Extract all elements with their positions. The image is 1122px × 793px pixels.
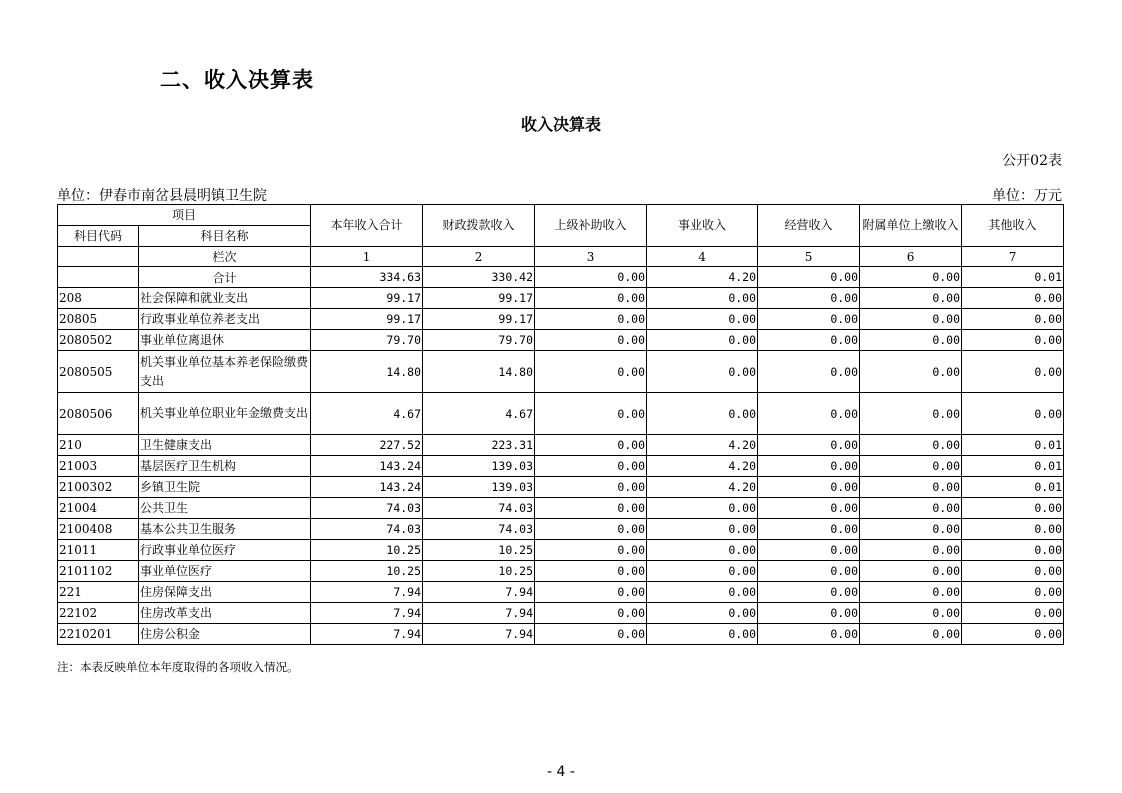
total-value: 4.20 — [647, 267, 758, 288]
amount-cell: 7.94 — [423, 603, 535, 624]
amount-cell: 0.00 — [535, 393, 647, 435]
amount-cell: 0.01 — [962, 477, 1064, 498]
amount-cell: 0.00 — [962, 288, 1064, 309]
amount-cell: 99.17 — [311, 288, 423, 309]
amount-cell: 74.03 — [423, 519, 535, 540]
amount-cell: 7.94 — [423, 624, 535, 645]
reporting-unit: 单位：伊春市南岔县晨明镇卫生院 — [57, 188, 267, 204]
amount-cell: 0.00 — [535, 435, 647, 456]
column-number: 6 — [860, 247, 962, 267]
header-name: 科目名称 — [139, 226, 311, 247]
amount-cell: 0.00 — [535, 540, 647, 561]
amount-cell: 0.00 — [535, 561, 647, 582]
section-title: 二、收入决算表 — [160, 68, 314, 92]
amount-cell: 0.00 — [647, 603, 758, 624]
amount-cell: 0.00 — [860, 561, 962, 582]
amount-cell: 74.03 — [311, 498, 423, 519]
amount-cell: 4.20 — [647, 477, 758, 498]
column-number: 3 — [535, 247, 647, 267]
subject-name: 住房公积金 — [139, 624, 311, 645]
amount-cell: 0.00 — [860, 477, 962, 498]
amount-cell: 7.94 — [311, 603, 423, 624]
amount-cell: 0.00 — [860, 498, 962, 519]
amount-cell: 0.00 — [962, 624, 1064, 645]
subject-code: 2210201 — [58, 624, 139, 645]
amount-cell: 0.00 — [535, 330, 647, 351]
amount-cell: 99.17 — [423, 309, 535, 330]
amount-cell: 0.00 — [860, 456, 962, 477]
amount-cell: 227.52 — [311, 435, 423, 456]
amount-cell: 4.67 — [311, 393, 423, 435]
column-number: 5 — [758, 247, 860, 267]
amount-cell: 0.00 — [860, 309, 962, 330]
page-number: - 4 - — [547, 764, 575, 780]
amount-cell: 0.00 — [860, 393, 962, 435]
amount-cell: 0.00 — [758, 288, 860, 309]
amount-cell: 10.25 — [423, 540, 535, 561]
amount-cell: 0.01 — [962, 435, 1064, 456]
amount-cell: 79.70 — [311, 330, 423, 351]
subject-name: 行政事业单位养老支出 — [139, 309, 311, 330]
amount-cell: 0.00 — [860, 582, 962, 603]
amount-cell: 99.17 — [311, 309, 423, 330]
amount-cell: 139.03 — [423, 477, 535, 498]
amount-cell: 79.70 — [423, 330, 535, 351]
amount-cell: 0.00 — [758, 435, 860, 456]
table-row — [58, 393, 1064, 435]
table-row — [58, 477, 1064, 498]
amount-cell: 0.00 — [758, 477, 860, 498]
amount-cell: 0.00 — [535, 498, 647, 519]
amount-cell: 0.00 — [647, 519, 758, 540]
amount-cell: 0.00 — [962, 330, 1064, 351]
amount-cell: 0.00 — [647, 351, 758, 393]
subject-name: 住房保障支出 — [139, 582, 311, 603]
amount-cell: 4.67 — [423, 393, 535, 435]
amount-cell: 0.00 — [647, 561, 758, 582]
subject-code: 2101102 — [58, 561, 139, 582]
header-col-2: 财政拨款收入 — [423, 205, 535, 247]
amount-cell: 0.00 — [758, 582, 860, 603]
table-row — [58, 309, 1064, 330]
total-value: 334.63 — [311, 267, 423, 288]
subject-code: 2100408 — [58, 519, 139, 540]
amount-cell: 223.31 — [423, 435, 535, 456]
total-label: 合计 — [139, 267, 311, 288]
amount-cell: 0.00 — [758, 540, 860, 561]
total-value: 0.00 — [758, 267, 860, 288]
amount-cell: 0.00 — [535, 309, 647, 330]
amount-cell: 0.00 — [860, 624, 962, 645]
amount-cell: 0.00 — [647, 288, 758, 309]
header-code: 科目代码 — [58, 226, 139, 247]
amount-cell: 0.00 — [647, 498, 758, 519]
subject-code: 221 — [58, 582, 139, 603]
amount-cell: 0.00 — [860, 435, 962, 456]
total-row — [58, 267, 1064, 288]
subject-name: 公共卫生 — [139, 498, 311, 519]
amount-cell: 0.00 — [860, 351, 962, 393]
subject-name: 机关事业单位职业年金缴费支出 — [139, 393, 311, 435]
amount-cell: 139.03 — [423, 456, 535, 477]
table-row — [58, 561, 1064, 582]
subject-code: 2080502 — [58, 330, 139, 351]
amount-cell: 0.00 — [758, 393, 860, 435]
column-number: 1 — [311, 247, 423, 267]
amount-cell: 10.25 — [311, 561, 423, 582]
amount-cell: 0.00 — [535, 477, 647, 498]
table-row — [58, 288, 1064, 309]
table-title: 收入决算表 — [520, 115, 601, 134]
subject-code: 210 — [58, 435, 139, 456]
amount-cell: 0.00 — [535, 519, 647, 540]
subject-name: 住房改革支出 — [139, 603, 311, 624]
amount-cell: 0.00 — [647, 540, 758, 561]
subject-code: 208 — [58, 288, 139, 309]
row-label: 栏次 — [139, 247, 311, 267]
amount-cell: 0.00 — [647, 624, 758, 645]
amount-cell: 0.00 — [962, 582, 1064, 603]
column-number-row — [58, 247, 1064, 267]
amount-cell: 0.00 — [535, 456, 647, 477]
currency-unit: 单位：万元 — [992, 188, 1062, 204]
table-row — [58, 603, 1064, 624]
amount-cell: 0.00 — [758, 519, 860, 540]
amount-cell: 0.00 — [535, 351, 647, 393]
header-item: 项目 — [58, 205, 311, 226]
header-col-1: 本年收入合计 — [311, 205, 423, 247]
table-row — [58, 582, 1064, 603]
column-number: 2 — [423, 247, 535, 267]
amount-cell: 4.20 — [647, 435, 758, 456]
amount-cell: 99.17 — [423, 288, 535, 309]
amount-cell: 0.00 — [647, 309, 758, 330]
amount-cell: 7.94 — [311, 582, 423, 603]
subject-code: 20805 — [58, 309, 139, 330]
amount-cell: 0.00 — [758, 624, 860, 645]
amount-cell: 0.00 — [860, 519, 962, 540]
amount-cell: 74.03 — [311, 519, 423, 540]
amount-cell: 0.00 — [535, 582, 647, 603]
subject-name: 卫生健康支出 — [139, 435, 311, 456]
total-value: 0.01 — [962, 267, 1064, 288]
table-row — [58, 330, 1064, 351]
table-row — [58, 540, 1064, 561]
table-row — [58, 435, 1064, 456]
amount-cell: 143.24 — [311, 456, 423, 477]
subject-name: 事业单位离退休 — [139, 330, 311, 351]
subject-code: 2100302 — [58, 477, 139, 498]
header-col-7: 其他收入 — [962, 205, 1064, 247]
header-col-6: 附属单位上缴收入 — [860, 205, 962, 247]
subject-code: 2080506 — [58, 393, 139, 435]
amount-cell: 0.00 — [860, 330, 962, 351]
amount-cell: 0.00 — [860, 603, 962, 624]
subject-code: 22102 — [58, 603, 139, 624]
amount-cell: 0.00 — [962, 540, 1064, 561]
amount-cell: 143.24 — [311, 477, 423, 498]
subject-name: 机关事业单位基本养老保险缴费支出 — [139, 351, 311, 393]
amount-cell: 10.25 — [311, 540, 423, 561]
total-value: 330.42 — [423, 267, 535, 288]
amount-cell: 0.00 — [535, 288, 647, 309]
amount-cell: 0.00 — [758, 498, 860, 519]
amount-cell: 4.20 — [647, 456, 758, 477]
amount-cell: 7.94 — [423, 582, 535, 603]
subject-code: 2080505 — [58, 351, 139, 393]
amount-cell: 0.00 — [962, 519, 1064, 540]
subject-code: 21011 — [58, 540, 139, 561]
table-row — [58, 624, 1064, 645]
form-code: 公开02表 — [1002, 153, 1062, 169]
table-row — [58, 519, 1064, 540]
amount-cell: 0.00 — [535, 624, 647, 645]
subject-name: 事业单位医疗 — [139, 561, 311, 582]
amount-cell: 0.00 — [758, 309, 860, 330]
amount-cell: 0.00 — [962, 351, 1064, 393]
amount-cell: 14.80 — [311, 351, 423, 393]
amount-cell: 0.00 — [962, 498, 1064, 519]
amount-cell: 0.00 — [647, 582, 758, 603]
table-row — [58, 456, 1064, 477]
amount-cell: 0.00 — [535, 603, 647, 624]
amount-cell: 0.00 — [758, 561, 860, 582]
amount-cell: 0.00 — [860, 540, 962, 561]
amount-cell: 14.80 — [423, 351, 535, 393]
subject-code: 21003 — [58, 456, 139, 477]
amount-cell: 0.00 — [647, 330, 758, 351]
amount-cell: 0.00 — [758, 603, 860, 624]
income-table — [57, 204, 1064, 645]
table-row — [58, 498, 1064, 519]
amount-cell: 0.00 — [758, 456, 860, 477]
table-note: 注：本表反映单位本年度取得的各项收入情况。 — [57, 660, 299, 674]
subject-name: 基层医疗卫生机构 — [139, 456, 311, 477]
amount-cell: 0.00 — [647, 393, 758, 435]
column-number: 7 — [962, 247, 1064, 267]
subject-name: 行政事业单位医疗 — [139, 540, 311, 561]
amount-cell: 0.00 — [758, 351, 860, 393]
subject-code: 21004 — [58, 498, 139, 519]
amount-cell: 0.01 — [962, 456, 1064, 477]
amount-cell: 7.94 — [311, 624, 423, 645]
subject-name: 社会保障和就业支出 — [139, 288, 311, 309]
total-value: 0.00 — [535, 267, 647, 288]
amount-cell: 0.00 — [962, 393, 1064, 435]
column-number: 4 — [647, 247, 758, 267]
total-value: 0.00 — [860, 267, 962, 288]
header-col-4: 事业收入 — [647, 205, 758, 247]
amount-cell: 0.00 — [758, 330, 860, 351]
amount-cell: 0.00 — [962, 603, 1064, 624]
subject-name: 乡镇卫生院 — [139, 477, 311, 498]
subject-name: 基本公共卫生服务 — [139, 519, 311, 540]
table-row — [58, 351, 1064, 393]
amount-cell: 0.00 — [962, 561, 1064, 582]
header-col-3: 上级补助收入 — [535, 205, 647, 247]
amount-cell: 74.03 — [423, 498, 535, 519]
amount-cell: 0.00 — [962, 309, 1064, 330]
amount-cell: 0.00 — [860, 288, 962, 309]
amount-cell: 10.25 — [423, 561, 535, 582]
header-col-5: 经营收入 — [758, 205, 860, 247]
